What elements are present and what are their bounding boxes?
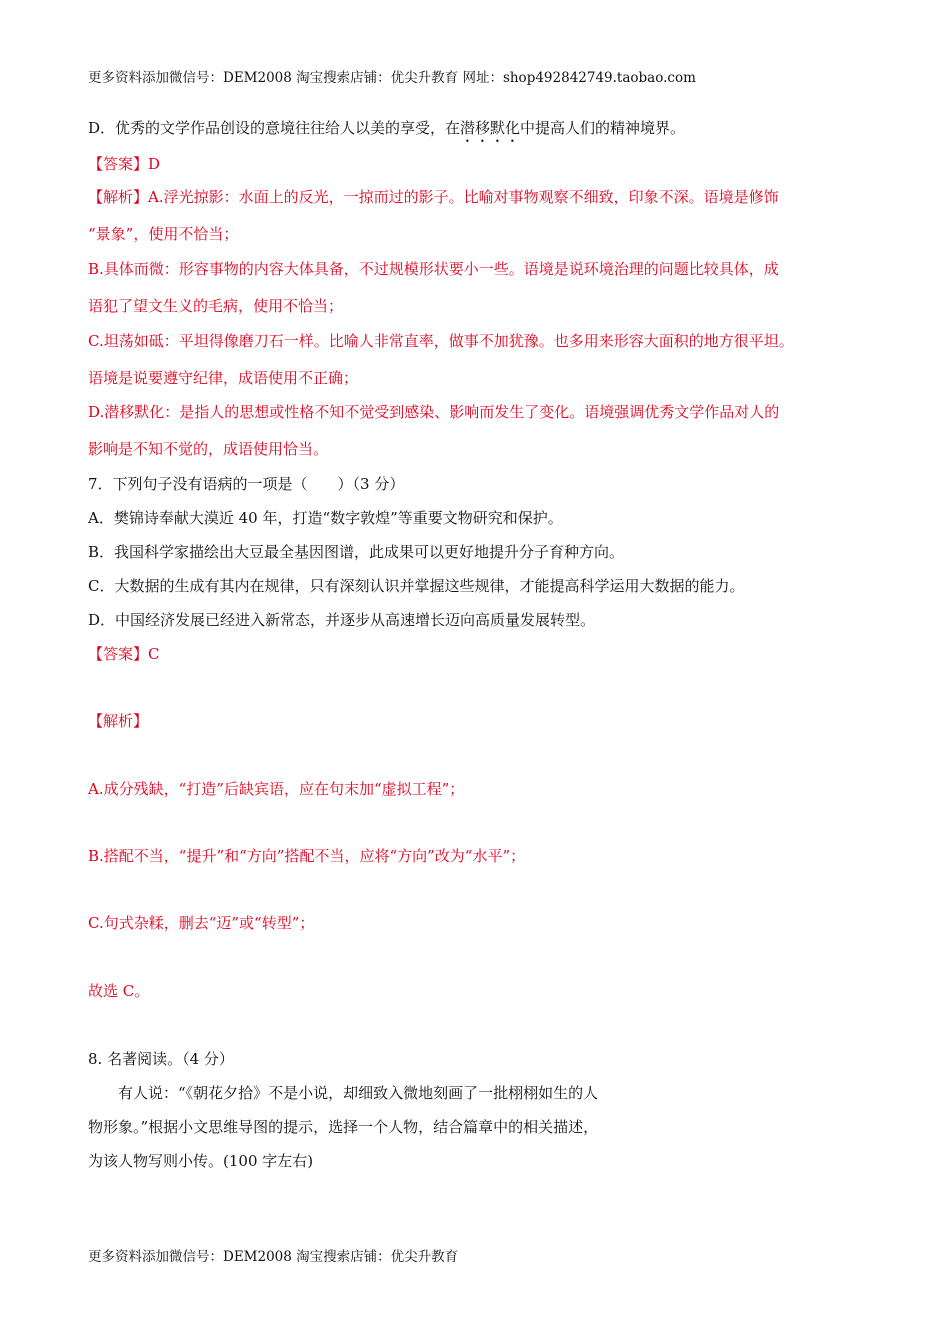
q6-analysis-label: 【解析】 (88, 188, 149, 206)
q8-stem: 8. 名著阅读。（4 分） (88, 1050, 234, 1068)
q6-analysis-line (88, 187, 779, 207)
q7-answer: 【答案】C (88, 645, 160, 663)
q6-analysis-line: C.坦荡如砥：平坦得像磨刀石一样。比喻人非常直率，做事不加犹豫。也多用来形容大面积的地方很平坦。 (88, 332, 794, 350)
q7-analysis-line: A.成分残缺，“打造”后缺宾语，应在句末加“虚拟工程”； (88, 780, 465, 798)
q7-option-a: A．樊锦诗奉献大漠近 40 年，打造“数字敦煌”等重要文物研究和保护。 (88, 509, 563, 527)
q7-conclusion: 故选 C。 (88, 982, 150, 1000)
q6-option-d-emphasis: 潜移默化 (460, 119, 521, 137)
q6-analysis-line: 语境是说要遵守纪律，成语使用不正确； (88, 369, 359, 387)
q8-text-line: 有人说：“《朝花夕拾》不是小说，却细致入微地刻画了一批栩栩如生的人 (118, 1084, 599, 1102)
q7-analysis-line: B.搭配不当，“提升”和“方向”搭配不当，应将“方向”改为“水平”； (88, 847, 526, 865)
q7-stem: 7．下列句子没有语病的一项是（ ）（3 分） (88, 475, 405, 493)
q6-analysis-text: A.浮光掠影：水面上的反光，一掠而过的影子。比喻对事物观察不细致，印象不深。语境是修饰 (148, 188, 779, 206)
q6-answer: 【答案】D (88, 155, 161, 173)
page-header: 更多资料添加微信号：DEM2008 淘宝搜索店铺：优尖升教育 网址：shop492842749.taobao.com (88, 70, 696, 86)
q8-text-line: 为该人物写则小传。(100 字左右) (88, 1152, 314, 1170)
q7-analysis-label: 【解析】 (88, 712, 149, 730)
q7-option-b: B．我国科学家描绘出大豆最全基因图谱，此成果可以更好地提升分子育种方向。 (88, 543, 625, 561)
q7-analysis-line: C.句式杂糅，删去“迈”或“转型”； (88, 914, 315, 932)
q6-option-d-suffix: 中提高人们的精神境界。 (520, 119, 686, 137)
q6-analysis-line: B.具体而微：形容事物的内容大体具备，不过规模形状要小一些。语境是说环境治理的问题比较具体，成 (88, 260, 779, 278)
q6-analysis-line: 影响是不知不觉的，成语使用恰当。 (88, 440, 329, 458)
q6-analysis-line: “景象”，使用不恰当； (88, 225, 239, 243)
q7-option-c: C．大数据的生成有其内在规律，只有深刻认识并掌握这些规律，才能提高科学运用大数据的能力。 (88, 577, 745, 595)
q6-option-d-prefix: D．优秀的文学作品创设的意境往往给人以美的享受，在 (88, 119, 461, 137)
q6-analysis-line: 语犯了望文生义的毛病，使用不恰当； (88, 297, 344, 315)
q6-option-d (88, 118, 685, 146)
q8-text-line: 物形象。”根据小文思维导图的提示，选择一个人物，结合篇章中的相关描述， (88, 1118, 599, 1136)
q7-option-d: D．中国经济发展已经进入新常态，并逐步从高速增长迈向高质量发展转型。 (88, 611, 596, 629)
q6-analysis-line: D.潜移默化：是指人的思想或性格不知不觉受到感染、影响而发生了变化。语境强调优秀文学作品对人的 (88, 403, 780, 421)
page-footer: 更多资料添加微信号：DEM2008 淘宝搜索店铺：优尖升教育 (88, 1249, 459, 1265)
